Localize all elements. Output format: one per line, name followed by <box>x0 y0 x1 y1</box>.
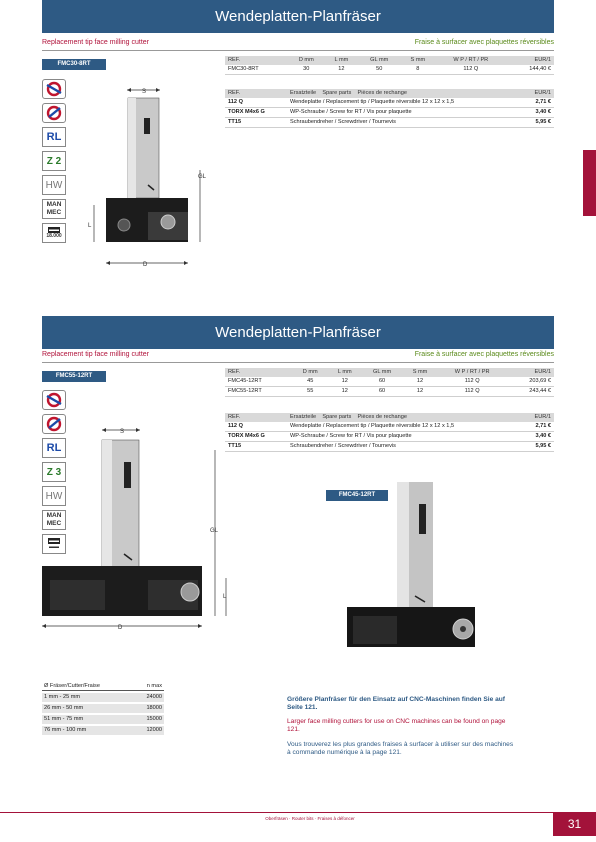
col-d: D mm <box>288 56 324 65</box>
section-2-title: Wendeplatten-Planfräser <box>42 316 554 349</box>
table-row <box>225 118 554 128</box>
table-row <box>225 387 554 397</box>
parts-table-header <box>225 89 554 98</box>
table-row <box>225 377 554 387</box>
s-dimension-label: S <box>120 429 125 435</box>
col-ref: REF. <box>225 89 287 98</box>
col-l: L mm <box>328 368 362 377</box>
cell-d: 30 <box>288 65 324 75</box>
cell-rpm: 24000 <box>146 694 162 700</box>
gl-dimension-label: GL <box>198 174 207 180</box>
d-dimension-label: D <box>118 625 123 631</box>
cell-wp: 112 Q <box>438 387 507 397</box>
col-wp: W P / RT / PR <box>436 56 506 65</box>
cell-ref: FMC55-12RT <box>225 387 293 397</box>
col-ref: REF. <box>225 56 288 65</box>
col-diameter: Ø Fräser/Cutter/Fraise <box>44 683 100 689</box>
manual-mechanical-icon <box>42 199 66 219</box>
max-speed-bar-icon: ▬▬ <box>49 538 59 544</box>
cell-wp: 112 Q <box>436 65 506 75</box>
table-row <box>42 726 164 735</box>
cell-l: 12 <box>324 65 358 75</box>
product-table-header <box>225 56 554 65</box>
section-2-subtitle-en: Replacement tip face milling cutter <box>42 351 149 358</box>
rotation-rl-icon: RL <box>42 127 66 147</box>
cell-desc: Schraubendreher / Screwdriver / Tournevis <box>287 442 523 452</box>
cell-gl: 60 <box>362 387 403 397</box>
cell-desc: WP-Schraube / Screw for RT / Vis pour plaquette <box>287 108 523 118</box>
section-1-subtitle <box>42 37 554 49</box>
speed-table <box>42 682 164 735</box>
cell-s: 8 <box>400 65 436 75</box>
section-1-subtitle-fr: Fraise à surfacer avec plaquettes réversibles <box>414 39 554 46</box>
table-row <box>225 442 554 452</box>
col-s: S mm <box>403 368 438 377</box>
cell-rpm: 12000 <box>146 727 162 733</box>
section-2-product-table <box>225 368 554 397</box>
speed-table-header <box>42 682 164 691</box>
section-2-divider <box>42 362 554 363</box>
section-1-divider <box>42 50 554 51</box>
section-1-title: Wendeplatten-Planfräser <box>42 0 554 33</box>
col-s: S mm <box>400 56 436 65</box>
gl-dimension-label: GL <box>210 528 219 534</box>
table-row <box>225 98 554 108</box>
rotation-direction-icon <box>42 79 66 99</box>
cell-range: 26 mm - 50 mm <box>44 705 84 711</box>
manual-label: MAN <box>46 512 62 519</box>
cell-eur: 2,71 € <box>523 422 554 432</box>
col-parts <box>287 413 523 422</box>
table-row <box>225 65 554 75</box>
product-table-header <box>225 368 554 377</box>
col-l: L mm <box>324 56 358 65</box>
cell-eur: 2,71 € <box>523 98 554 108</box>
cell-d: 55 <box>293 387 329 397</box>
teeth-count-icon: Z 3 <box>42 462 66 482</box>
cell-ref: FMC45-12RT <box>225 377 293 387</box>
page-number: 31 <box>553 812 596 836</box>
section-1-tool-drawing <box>88 80 228 275</box>
col-ref: REF. <box>225 413 287 422</box>
section-1-icon-column <box>42 79 68 247</box>
section-1-subtitle-en: Replacement tip face milling cutter <box>42 39 149 46</box>
section-2-parts-table <box>225 413 554 452</box>
note-french: Vous trouverez les plus grandes fraises à surfacer à utiliser sur des machines à commande numérique à la page 121. <box>287 741 514 757</box>
cell-eur: 5,95 € <box>523 118 554 128</box>
note-english: Larger face milling cutters for use on CNC machines can be found on page 121. <box>287 718 506 734</box>
cell-l: 12 <box>328 377 362 387</box>
cell-eur: 144,40 € <box>506 65 554 75</box>
l-dimension-label: L <box>223 594 227 600</box>
chapter-tab <box>583 150 596 216</box>
cell-s: 12 <box>403 387 438 397</box>
cell-ref: TT15 <box>225 118 287 128</box>
section-2-product-label: FMC55-12RT <box>42 371 106 382</box>
cell-desc: Schraubendreher / Screwdriver / Tournevis <box>287 118 523 128</box>
d-dimension-label: D <box>143 262 148 268</box>
section-1-parts-table <box>225 89 554 128</box>
teeth-count-icon: Z 2 <box>42 151 66 171</box>
col-parts-en: Spare parts <box>322 90 352 96</box>
cell-ref: TT15 <box>225 442 287 452</box>
cell-rpm: 18000 <box>146 705 162 711</box>
parts-table-header <box>225 413 554 422</box>
note-german: Größere Planfräser für den Einsatz auf CNC-Maschinen finden Sie auf Seite 121. <box>287 696 506 712</box>
section-1-product-table <box>225 56 554 75</box>
col-gl: GL mm <box>362 368 403 377</box>
col-gl: GL mm <box>358 56 400 65</box>
cell-wp: 112 Q <box>438 377 507 387</box>
col-parts-fr: Pièces de rechange <box>357 90 407 96</box>
cell-range: 1 mm - 25 mm <box>44 694 81 700</box>
table-row <box>225 108 554 118</box>
col-wp: W P / RT / PR <box>438 368 507 377</box>
cell-rpm: 15000 <box>146 716 162 722</box>
cell-s: 12 <box>403 377 438 387</box>
cell-ref: TORX M4x6 G <box>225 108 287 118</box>
col-eur: EUR/1 <box>523 413 554 422</box>
l-dimension-label: L <box>88 223 92 229</box>
cell-desc: WP-Schraube / Screw for RT / Vis pour plaquette <box>287 432 523 442</box>
rotation-rl-icon: RL <box>42 438 66 458</box>
cell-range: 76 mm - 100 mm <box>44 727 87 733</box>
section-2-subtitle-fr: Fraise à surfacer avec plaquettes réversibles <box>414 351 554 358</box>
cell-range: 51 mm - 75 mm <box>44 716 84 722</box>
s-dimension-label: S <box>142 89 147 95</box>
cell-ref: TORX M4x6 G <box>225 432 287 442</box>
col-d: D mm <box>293 368 329 377</box>
table-row <box>42 715 164 724</box>
cell-ref: 112 Q <box>225 422 287 432</box>
col-eur: EUR/1 <box>523 89 554 98</box>
product-photo <box>345 482 485 657</box>
cell-eur: 3,40 € <box>523 108 554 118</box>
cell-l: 12 <box>328 387 362 397</box>
table-row <box>42 693 164 702</box>
cell-ref: FMC30-8RT <box>225 65 288 75</box>
col-parts <box>287 89 523 98</box>
mechanical-label: MEC <box>46 209 62 216</box>
col-parts-en: Spare parts <box>322 414 352 420</box>
table-row <box>42 704 164 713</box>
table-row <box>225 422 554 432</box>
col-parts-de: Ersatzteile <box>290 414 317 420</box>
max-speed-value: 18.000 <box>46 233 62 239</box>
col-parts-de: Ersatzteile <box>290 90 317 96</box>
table-row <box>225 432 554 442</box>
cell-desc: Wendeplatte / Replacement tip / Plaquette réversible 12 x 12 x 1,5 <box>287 422 523 432</box>
max-speed-bar-icon-2: ▬▬ <box>49 544 59 550</box>
cell-gl: 50 <box>358 65 400 75</box>
manual-label: MAN <box>46 201 62 208</box>
cell-desc: Wendeplatte / Replacement tip / Plaquette réversible 12 x 12 x 1,5 <box>287 98 523 108</box>
carbide-hw-icon: HW <box>42 175 66 195</box>
col-n-max: n max <box>146 683 162 689</box>
cell-eur: 5,95 € <box>523 442 554 452</box>
product-photo-label: FMC45-12RT <box>326 490 388 501</box>
mechanical-label: MEC <box>46 520 62 527</box>
cell-eur: 243,44 € <box>507 387 554 397</box>
footer-divider <box>0 812 596 813</box>
cell-gl: 60 <box>362 377 403 387</box>
section-1-product-label: FMC30-8RT <box>42 59 106 70</box>
spindle-rotation-icon <box>42 103 66 123</box>
cell-ref: 112 Q <box>225 98 287 108</box>
max-speed-icon <box>42 223 66 243</box>
carbide-hw-icon: HW <box>42 486 66 506</box>
cell-eur: 203,69 € <box>507 377 554 387</box>
section-2-tool-drawing <box>40 420 230 635</box>
col-parts-fr: Pièces de rechange <box>357 414 407 420</box>
footer-text: Oberfräsen · Router bits · Fraises à défoncer <box>265 816 355 821</box>
cell-d: 45 <box>293 377 329 387</box>
col-ref: REF. <box>225 368 293 377</box>
section-2-subtitle <box>42 349 554 361</box>
cell-eur: 3,40 € <box>523 432 554 442</box>
max-speed-bar-icon: ▬▬ <box>49 227 59 233</box>
col-eur: EUR/1 <box>506 56 554 65</box>
col-eur: EUR/1 <box>507 368 554 377</box>
rotation-direction-icon <box>42 390 66 410</box>
